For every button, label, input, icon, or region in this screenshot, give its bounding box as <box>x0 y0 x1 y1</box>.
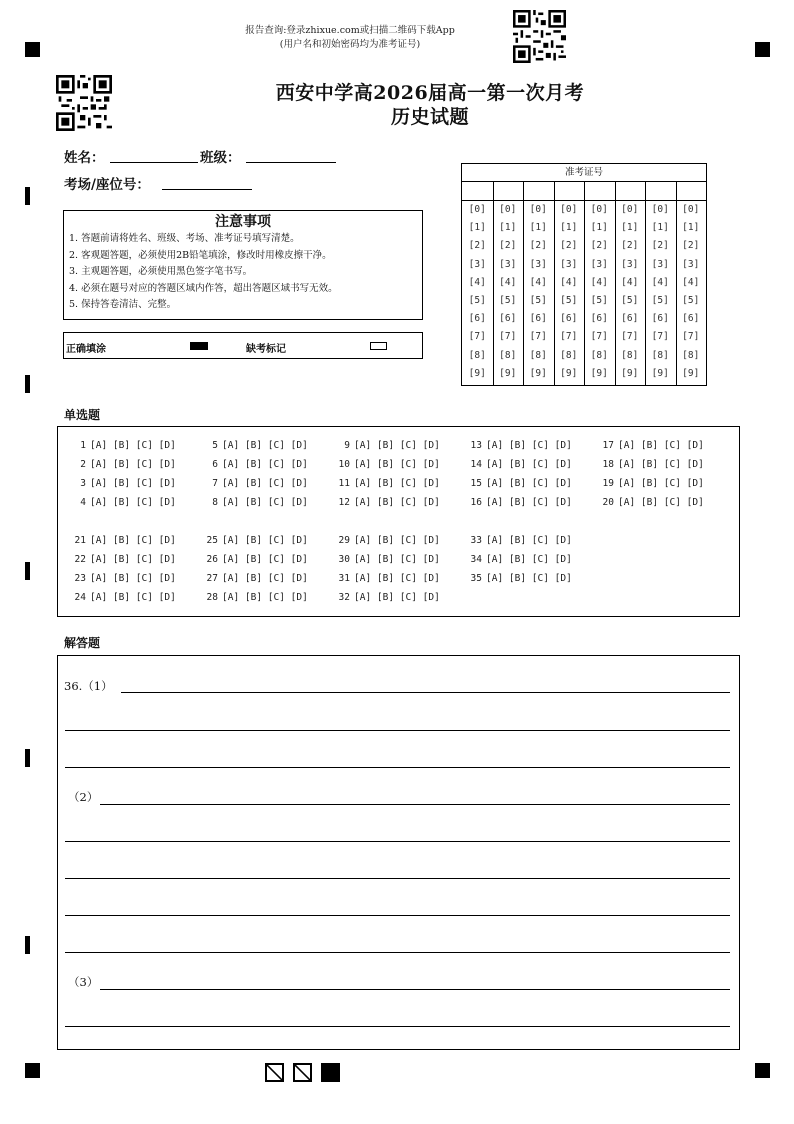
notice-title: 注意事项 <box>215 214 271 230</box>
notice-item: 3. 主观题答题，必须使用黑色签字笔书写。 <box>69 266 253 277</box>
question-number: 4 <box>80 497 86 508</box>
digit-bubble[interactable]: [3] <box>468 258 486 270</box>
digit-bubble[interactable]: [2] <box>590 240 608 252</box>
page-marker-slashed <box>293 1063 312 1082</box>
question-number: 30 <box>338 554 350 565</box>
digit-bubble[interactable]: [6] <box>529 313 547 325</box>
answer-options[interactable]: [A] [B] [C] [D] <box>90 459 176 470</box>
answer-line[interactable] <box>100 989 730 990</box>
digit-bubble[interactable]: [4] <box>682 276 700 288</box>
answer-options[interactable]: [A] [B] [C] [D] <box>90 440 176 451</box>
digit-bubble[interactable]: [1] <box>651 222 669 234</box>
answer-options[interactable]: [A] [B] [C] [D] <box>354 459 440 470</box>
question-number: 6 <box>212 459 218 470</box>
digit-bubble[interactable]: [7] <box>590 331 608 343</box>
digit-bubble[interactable]: [4] <box>560 276 578 288</box>
exam-subject: 历史试题 <box>390 106 469 128</box>
answer-line[interactable] <box>65 952 730 953</box>
digit-bubble[interactable]: [8] <box>560 349 578 361</box>
digit-bubble[interactable]: [3] <box>499 258 517 270</box>
mc-question-14[interactable] <box>466 459 572 470</box>
digit-bubble[interactable]: [8] <box>529 349 547 361</box>
digit-bubble[interactable]: [7] <box>682 331 700 343</box>
question-number: 20 <box>602 497 614 508</box>
report-query-note: 报告查询:登录zhixue.com或扫描二维码下载App <box>245 25 455 36</box>
digit-bubble[interactable]: [6] <box>560 313 578 325</box>
notice-box <box>63 210 423 320</box>
mc-question-2[interactable] <box>70 459 176 470</box>
question-number: 1 <box>80 440 86 451</box>
digit-bubble[interactable]: [2] <box>560 240 578 252</box>
digit-bubble[interactable]: [6] <box>590 313 608 325</box>
notice-item: 1. 答题前请将姓名、班级、考场、准考证号填写清楚。 <box>69 233 300 244</box>
mc-section-title: 单选题 <box>64 408 101 422</box>
answer-options[interactable]: [A] [B] [C] [D] <box>618 497 704 508</box>
answer-options[interactable]: [A] [B] [C] [D] <box>354 573 440 584</box>
question-number: 28 <box>206 592 218 603</box>
exam-title: 西安中学高2026届高一第一次月考 <box>275 82 585 104</box>
question-number: 32 <box>338 592 350 603</box>
question-number: 19 <box>602 478 614 489</box>
answer-box <box>57 655 740 1050</box>
question-number: 25 <box>206 535 218 546</box>
answer-options[interactable]: [A] [B] [C] [D] <box>618 440 704 451</box>
question-number: 31 <box>338 573 350 584</box>
question-number: 18 <box>602 459 614 470</box>
seat-label: 考场/座位号： <box>64 177 150 193</box>
digit-bubble[interactable]: [9] <box>590 367 608 379</box>
digit-bubble[interactable]: [8] <box>590 349 608 361</box>
answer-options[interactable]: [A] [B] [C] [D] <box>222 497 308 508</box>
answer-options[interactable]: [A] [B] [C] [D] <box>90 554 176 565</box>
answer-line[interactable] <box>65 878 730 879</box>
digit-bubble[interactable]: [0] <box>468 204 486 215</box>
question-number: 12 <box>338 497 350 508</box>
question-number: 23 <box>74 573 86 584</box>
answer-line[interactable] <box>65 915 730 916</box>
mc-question-33[interactable] <box>466 535 572 546</box>
digit-bubble[interactable]: [7] <box>560 331 578 343</box>
admission-digit-column <box>554 201 585 385</box>
digit-bubble[interactable]: [1] <box>621 222 639 234</box>
question-number: 29 <box>338 535 350 546</box>
timing-mark <box>25 936 30 954</box>
qr-code-icon[interactable] <box>56 75 112 131</box>
digit-bubble[interactable]: [9] <box>499 367 517 379</box>
answer-options[interactable]: [A] [B] [C] [D] <box>354 497 440 508</box>
admission-digit-column <box>615 201 646 385</box>
digit-bubble[interactable]: [5] <box>590 295 608 307</box>
digit-bubble[interactable]: [4] <box>651 276 669 288</box>
digit-bubble[interactable]: [2] <box>468 240 486 252</box>
admission-digit-column <box>645 201 676 385</box>
absent-mark-checkbox[interactable] <box>370 342 387 350</box>
answer-options[interactable]: [A] [B] [C] [D] <box>486 459 572 470</box>
corner-mark-top-left <box>25 42 40 57</box>
question-number: 9 <box>344 440 350 451</box>
answer-options[interactable]: [A] [B] [C] [D] <box>486 478 572 489</box>
digit-bubble[interactable]: [6] <box>468 313 486 325</box>
digit-bubble[interactable]: [7] <box>651 331 669 343</box>
answer-options[interactable]: [A] [B] [C] [D] <box>222 573 308 584</box>
corner-mark-bottom-left <box>25 1063 40 1078</box>
digit-bubble[interactable]: [3] <box>560 258 578 270</box>
digit-bubble[interactable]: [7] <box>529 331 547 343</box>
question-number: 13 <box>470 440 482 451</box>
digit-bubble[interactable]: [1] <box>590 222 608 234</box>
question-number: 5 <box>212 440 218 451</box>
mc-question-18[interactable] <box>598 459 704 470</box>
answer-options[interactable]: [A] [B] [C] [D] <box>222 478 308 489</box>
notice-item: 4. 必须在题号对应的答题区域内作答，超出答题区域书写无效。 <box>69 282 338 294</box>
notice-item: 2. 客观题答题，必须使用2B铅笔填涂，修改时用橡皮擦干净。 <box>69 249 332 261</box>
mc-question-5[interactable] <box>202 440 308 451</box>
mc-question-19[interactable] <box>598 478 704 489</box>
absent-mark-label: 缺考标记 <box>246 344 286 355</box>
timing-mark <box>25 375 30 393</box>
digit-bubble[interactable]: [9] <box>468 367 486 379</box>
digit-bubble[interactable]: [3] <box>682 258 700 270</box>
correct-fill-sample <box>190 342 208 350</box>
digit-bubble[interactable]: [5] <box>560 295 578 307</box>
answer-line[interactable] <box>65 1026 730 1027</box>
mc-question-21[interactable] <box>70 535 176 546</box>
answer-line[interactable] <box>65 730 730 731</box>
mc-question-35[interactable] <box>466 573 572 584</box>
mc-question-11[interactable] <box>334 478 440 489</box>
mc-question-26[interactable] <box>202 554 308 565</box>
mc-question-13[interactable] <box>466 440 572 451</box>
question-number: 24 <box>74 592 86 603</box>
digit-bubble[interactable]: [7] <box>499 331 517 343</box>
seat-field[interactable] <box>162 189 252 190</box>
q36-part1-label: 36.（1） <box>64 679 113 693</box>
digit-bubble[interactable]: [3] <box>529 258 547 270</box>
digit-bubble[interactable]: [8] <box>651 349 669 361</box>
digit-bubble[interactable]: [5] <box>529 295 547 307</box>
question-number: 17 <box>602 440 614 451</box>
report-query-subnote: (用户名和初始密码均为准考证号) <box>279 39 421 50</box>
question-number: 27 <box>206 573 218 584</box>
digit-bubble[interactable]: [0] <box>651 204 669 215</box>
mc-question-12[interactable] <box>334 497 440 508</box>
digit-bubble[interactable]: [7] <box>468 331 486 343</box>
question-number: 7 <box>212 478 218 489</box>
answer-options[interactable]: [A] [B] [C] [D] <box>486 440 572 451</box>
answer-options[interactable]: [A] [B] [C] [D] <box>90 573 176 584</box>
question-number: 26 <box>206 554 218 565</box>
digit-bubble[interactable]: [8] <box>468 349 486 361</box>
question-number: 15 <box>470 478 482 489</box>
admission-digit-column <box>493 201 524 385</box>
digit-bubble[interactable]: [9] <box>529 367 547 379</box>
question-number: 34 <box>470 554 482 565</box>
answer-options[interactable]: [A] [B] [C] [D] <box>354 554 440 565</box>
name-field[interactable] <box>110 162 198 163</box>
answer-options[interactable]: [A] [B] [C] [D] <box>354 478 440 489</box>
answer-options[interactable]: [A] [B] [C] [D] <box>90 478 176 489</box>
digit-bubble[interactable]: [2] <box>529 240 547 252</box>
digit-bubble[interactable]: [1] <box>468 222 486 234</box>
mc-question-16[interactable] <box>466 497 572 508</box>
mc-question-32[interactable] <box>334 592 440 603</box>
digit-bubble[interactable]: [9] <box>651 367 669 379</box>
mc-question-3[interactable] <box>70 478 176 489</box>
notice-item: 5. 保持答卷清洁、完整。 <box>69 299 177 310</box>
mc-question-8[interactable] <box>202 497 308 508</box>
digit-bubble[interactable]: [4] <box>499 276 517 288</box>
mc-question-10[interactable] <box>334 459 440 470</box>
digit-bubble[interactable]: [0] <box>590 204 608 215</box>
digit-bubble[interactable]: [9] <box>621 367 639 379</box>
page-marker-slashed <box>265 1063 284 1082</box>
class-field[interactable] <box>246 162 336 163</box>
digit-bubble[interactable]: [8] <box>621 349 639 361</box>
mc-question-27[interactable] <box>202 573 308 584</box>
digit-bubble[interactable]: [1] <box>529 222 547 234</box>
question-number: 21 <box>74 535 86 546</box>
digit-bubble[interactable]: [0] <box>560 204 578 215</box>
answer-options[interactable]: [A] [B] [C] [D] <box>618 478 704 489</box>
digit-bubble[interactable]: [6] <box>682 313 700 325</box>
digit-bubble[interactable]: [0] <box>499 204 517 215</box>
mc-question-4[interactable] <box>70 497 176 508</box>
mc-question-7[interactable] <box>202 478 308 489</box>
digit-bubble[interactable]: [8] <box>682 349 700 361</box>
part3-label: （3） <box>68 975 99 989</box>
answer-options[interactable]: [A] [B] [C] [D] <box>90 497 176 508</box>
digit-bubble[interactable]: [0] <box>529 204 547 215</box>
mc-question-24[interactable] <box>70 592 176 603</box>
digit-bubble[interactable]: [8] <box>499 349 517 361</box>
corner-mark-top-right <box>755 42 770 57</box>
mc-answer-box <box>57 426 740 617</box>
mc-question-23[interactable] <box>70 573 176 584</box>
answer-section-title: 解答题 <box>64 636 101 650</box>
part2-label: （2） <box>68 790 99 804</box>
question-number: 2 <box>80 459 86 470</box>
answer-options[interactable]: [A] [B] [C] [D] <box>90 535 176 546</box>
question-number: 22 <box>74 554 86 565</box>
digit-bubble[interactable]: [4] <box>621 276 639 288</box>
question-number: 14 <box>470 459 482 470</box>
digit-bubble[interactable]: [2] <box>651 240 669 252</box>
mc-question-6[interactable] <box>202 459 308 470</box>
mc-question-25[interactable] <box>202 535 308 546</box>
timing-mark <box>25 187 30 205</box>
digit-bubble[interactable]: [5] <box>621 295 639 307</box>
digit-bubble[interactable]: [1] <box>499 222 517 234</box>
answer-options[interactable]: [A] [B] [C] [D] <box>222 535 308 546</box>
mc-question-15[interactable] <box>466 478 572 489</box>
admission-number-grid <box>461 163 707 386</box>
mc-question-28[interactable] <box>202 592 308 603</box>
corner-mark-bottom-right <box>755 1063 770 1078</box>
digit-bubble[interactable]: [1] <box>682 222 700 234</box>
answer-line[interactable] <box>65 767 730 768</box>
digit-bubble[interactable]: [5] <box>682 295 700 307</box>
mc-question-30[interactable] <box>334 554 440 565</box>
digit-bubble[interactable]: [0] <box>682 204 700 215</box>
class-label: 班级： <box>200 150 241 166</box>
answer-options[interactable]: [A] [B] [C] [D] <box>486 573 572 584</box>
answer-options[interactable]: [A] [B] [C] [D] <box>618 459 704 470</box>
answer-options[interactable]: [A] [B] [C] [D] <box>90 592 176 603</box>
name-label: 姓名： <box>64 150 105 166</box>
digit-bubble[interactable]: [2] <box>682 240 700 252</box>
digit-bubble[interactable]: [5] <box>468 295 486 307</box>
answer-options[interactable]: [A] [B] [C] [D] <box>486 497 572 508</box>
digit-bubble[interactable]: [1] <box>560 222 578 234</box>
timing-mark <box>25 562 30 580</box>
answer-options[interactable]: [A] [B] [C] [D] <box>354 535 440 546</box>
mc-question-22[interactable] <box>70 554 176 565</box>
admission-number-title: 准考证号 <box>462 164 706 182</box>
answer-line[interactable] <box>100 804 730 805</box>
question-number: 33 <box>470 535 482 546</box>
question-number: 35 <box>470 573 482 584</box>
qr-code-icon[interactable] <box>513 10 566 63</box>
correct-fill-label: 正确填涂 <box>66 344 106 355</box>
mc-question-29[interactable] <box>334 535 440 546</box>
question-number: 11 <box>338 478 350 489</box>
page-marker-filled <box>321 1063 340 1082</box>
question-number: 3 <box>80 478 86 489</box>
digit-bubble[interactable]: [2] <box>499 240 517 252</box>
mc-question-9[interactable] <box>334 440 440 451</box>
question-number: 10 <box>338 459 350 470</box>
answer-options[interactable]: [A] [B] [C] [D] <box>222 459 308 470</box>
admission-digit-column <box>584 201 615 385</box>
admission-digit-column <box>462 201 493 385</box>
digit-bubble[interactable]: [9] <box>560 367 578 379</box>
answer-options[interactable]: [A] [B] [C] [D] <box>222 592 308 603</box>
digit-bubble[interactable]: [3] <box>590 258 608 270</box>
answer-options[interactable]: [A] [B] [C] [D] <box>354 592 440 603</box>
admission-digit-column <box>676 201 707 385</box>
mc-question-20[interactable] <box>598 497 704 508</box>
admission-digit-column <box>523 201 554 385</box>
digit-bubble[interactable]: [9] <box>682 367 700 379</box>
answer-options[interactable]: [A] [B] [C] [D] <box>486 535 572 546</box>
digit-bubble[interactable]: [5] <box>499 295 517 307</box>
digit-bubble[interactable]: [2] <box>621 240 639 252</box>
mc-question-1[interactable] <box>70 440 176 451</box>
digit-bubble[interactable]: [6] <box>651 313 669 325</box>
digit-bubble[interactable]: [7] <box>621 331 639 343</box>
answer-options[interactable]: [A] [B] [C] [D] <box>222 440 308 451</box>
digit-bubble[interactable]: [6] <box>499 313 517 325</box>
answer-options[interactable]: [A] [B] [C] [D] <box>222 554 308 565</box>
fill-sample-box <box>63 332 423 359</box>
digit-bubble[interactable]: [0] <box>621 204 639 215</box>
answer-line[interactable] <box>121 692 730 693</box>
digit-bubble[interactable]: [4] <box>590 276 608 288</box>
timing-mark <box>25 749 30 767</box>
question-number: 8 <box>212 497 218 508</box>
mc-question-34[interactable] <box>466 554 572 565</box>
digit-bubble[interactable]: [3] <box>621 258 639 270</box>
answer-options[interactable]: [A] [B] [C] [D] <box>354 440 440 451</box>
digit-bubble[interactable]: [4] <box>468 276 486 288</box>
answer-options[interactable]: [A] [B] [C] [D] <box>486 554 572 565</box>
digit-bubble[interactable]: [3] <box>651 258 669 270</box>
digit-bubble[interactable]: [5] <box>651 295 669 307</box>
answer-line[interactable] <box>65 841 730 842</box>
mc-question-31[interactable] <box>334 573 440 584</box>
mc-question-17[interactable] <box>598 440 704 451</box>
question-number: 16 <box>470 497 482 508</box>
digit-bubble[interactable]: [4] <box>529 276 547 288</box>
digit-bubble[interactable]: [6] <box>621 313 639 325</box>
